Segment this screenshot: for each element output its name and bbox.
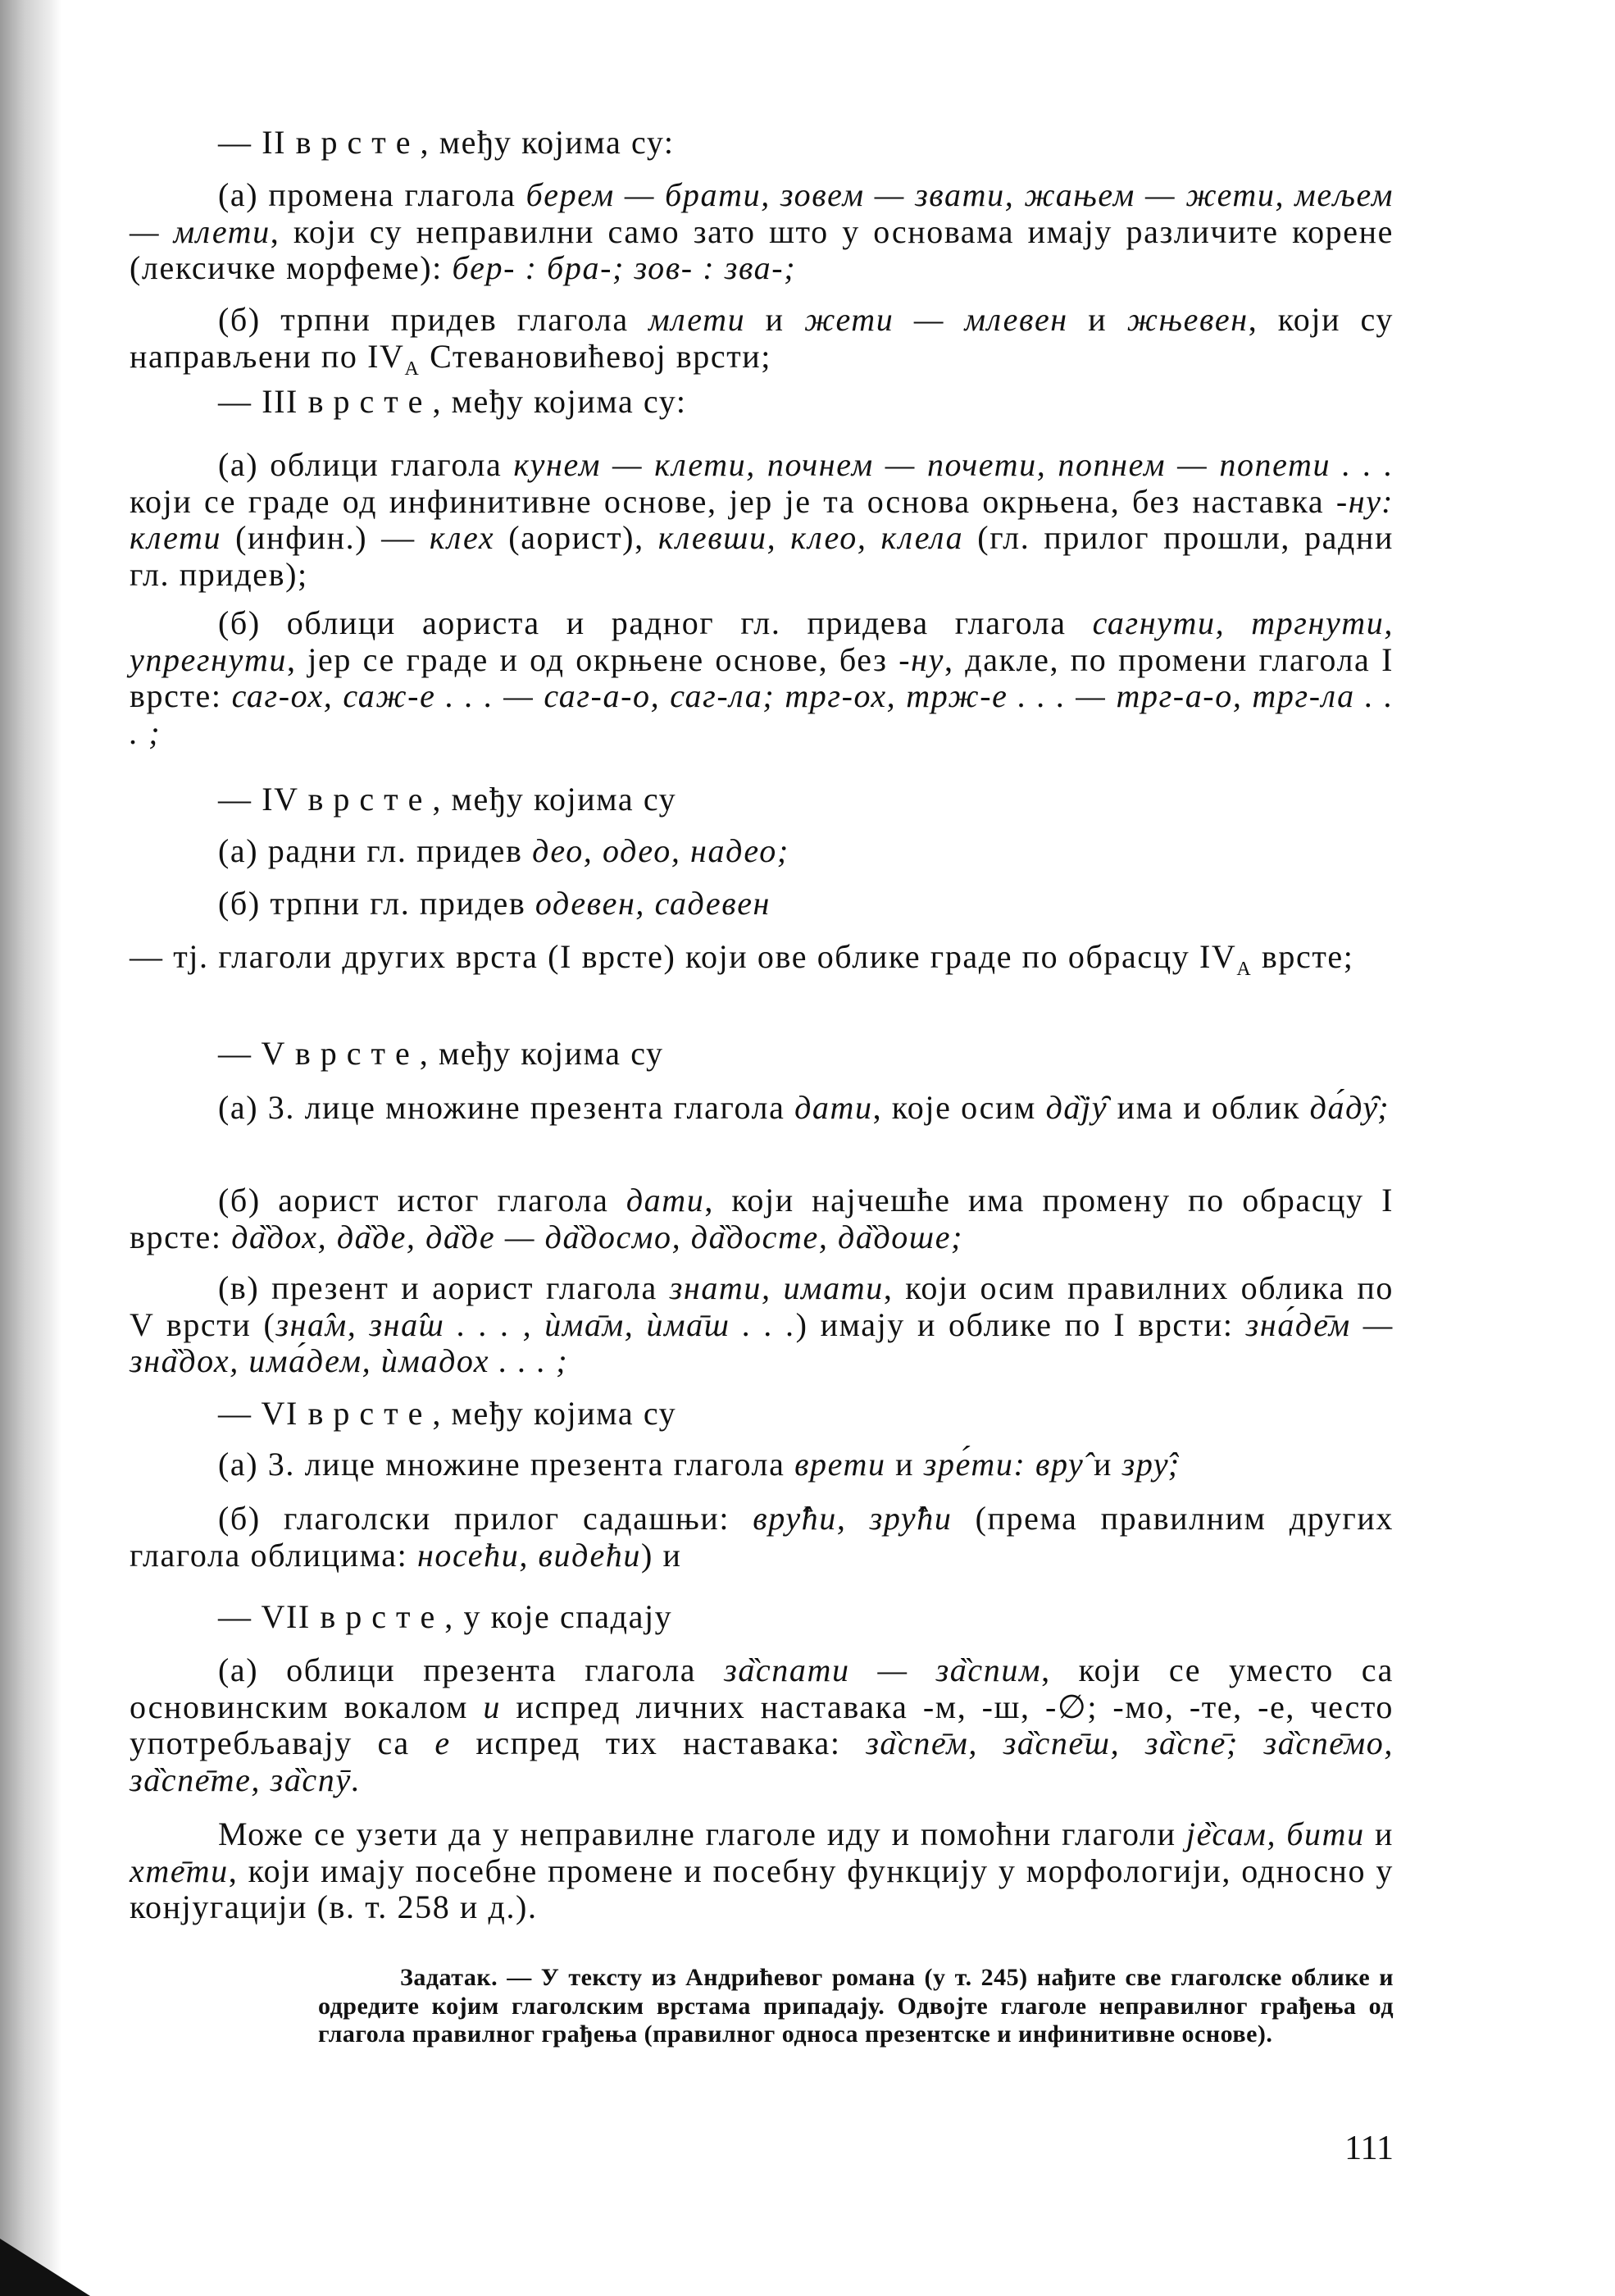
text-run: , који најчешће има промену по обрасцу I врсте: bbox=[130, 1182, 1394, 1255]
section-heading-vii bbox=[130, 1599, 1394, 1636]
text-run: врсте; bbox=[1252, 938, 1354, 975]
paragraph-iii-a bbox=[130, 447, 1394, 593]
text-run: ) и bbox=[641, 1536, 682, 1574]
italic-example: жњевен bbox=[1126, 301, 1249, 338]
italic-example: млети bbox=[648, 301, 746, 338]
italic-example: е bbox=[434, 1724, 451, 1761]
text-run: (б) трпни гл. придев bbox=[218, 885, 535, 922]
text-run: ) имају и облике по I врсти: bbox=[795, 1305, 1246, 1343]
italic-example: вру̂ћи, зру̂ћи bbox=[753, 1500, 953, 1537]
text-run: Може се узети да у неправилне глаголе иду и помоћни глаголи bbox=[218, 1815, 1186, 1852]
text-run: (б) облици аориста и радног гл. придева глагола bbox=[218, 604, 1093, 641]
italic-example: да̏ју̑ bbox=[1045, 1089, 1108, 1126]
text-run: (б) глаголски прилог садашњи: bbox=[218, 1500, 753, 1537]
exercise-task bbox=[318, 1964, 1394, 2049]
text-run: — II bbox=[218, 124, 296, 161]
text-run: (гл. прилог прошли, радни гл. придев); bbox=[130, 519, 1394, 593]
italic-example: сагнути, тргнути, упрегнути bbox=[130, 604, 1394, 678]
text-run: испред тих наставака: bbox=[450, 1724, 867, 1761]
italic-example: берем — брати, зовем — звати, жањем — жети, мељем — млети bbox=[130, 176, 1394, 250]
text-run: и bbox=[1364, 1815, 1394, 1852]
text-run: (б) аорист истог глагола bbox=[218, 1182, 626, 1219]
text-run: , дакле, по промени глагола I врсте: bbox=[130, 640, 1394, 714]
text-run: (а) промена глагола bbox=[218, 176, 526, 213]
text-run: , који осим правилних облика по V врсти ( bbox=[130, 1269, 1394, 1343]
text-run: , међу којима су bbox=[432, 1395, 677, 1432]
spaced-word: врсте bbox=[307, 383, 433, 420]
italic-example: знати, имати bbox=[669, 1269, 884, 1306]
italic-example: зру̂; bbox=[1121, 1446, 1181, 1483]
italic-example: део, одео, надео; bbox=[532, 832, 789, 869]
section-heading-iii bbox=[130, 384, 1394, 421]
italic-example: зна́де̄м — зна̏дох, има́дем, ѝмадох . . . ; bbox=[130, 1305, 1394, 1379]
paragraph-vii-a bbox=[130, 1652, 1394, 1798]
text-run: — У тексту из Андрићевог романа (у т. 245) нађите све глаголске облике и одредите којим глаголским врстама припадају. Одвојте глаголе неправилног грађења од глагола правилног грађења (правилног односа презентске и инфинитивне основе). bbox=[318, 1964, 1394, 2048]
section-heading-v bbox=[130, 1036, 1394, 1073]
italic-example: -ну bbox=[898, 640, 944, 678]
paragraph-vi-b bbox=[130, 1501, 1394, 1574]
italic-example: да̏дох, да̏де, да̏де — да̏досмо, да̏досте, да̏доше; bbox=[231, 1218, 963, 1255]
paragraph-v-c bbox=[130, 1270, 1394, 1380]
italic-example: саг-ох, саж-е . . . — саг-а-о, саг-ла; трг-ох, трж-е . . . — трг-а-о, трг-ла . . . ; bbox=[130, 677, 1394, 751]
spaced-word: врсте bbox=[307, 1395, 433, 1432]
text-run: — VI bbox=[218, 1395, 308, 1432]
text-run: — III bbox=[218, 383, 308, 420]
text-run: — IV bbox=[218, 781, 308, 818]
text-run: (инфин.) — bbox=[221, 519, 430, 556]
text-run: (в) презент и аорист глагола bbox=[218, 1269, 670, 1306]
paragraph-iii-b bbox=[130, 605, 1394, 751]
italic-example: носећи, видећи bbox=[416, 1536, 642, 1574]
paragraph-vi-a bbox=[130, 1446, 1394, 1483]
text-run: — V bbox=[218, 1035, 295, 1072]
text-run: који се граде од инфинитивне основе, јер је та основа окрњена, без наставка bbox=[130, 482, 1336, 520]
italic-example: је̏сам, бити bbox=[1185, 1815, 1365, 1852]
spaced-word: врсте bbox=[294, 1035, 420, 1072]
subscript: A bbox=[404, 358, 421, 380]
text-run: , међу којима су bbox=[432, 781, 677, 818]
text-run: , међу којима су: bbox=[432, 383, 687, 420]
italic-example: за̏спати — за̏спим bbox=[724, 1651, 1042, 1688]
italic-example: врети bbox=[794, 1446, 886, 1483]
paragraph-iv-a bbox=[130, 833, 1394, 870]
paragraph-auxiliary-verbs bbox=[130, 1816, 1394, 1926]
paragraph-iv-note bbox=[130, 938, 1394, 980]
text-run: , који су неправилни само зато што у основама имају различите корене (лексичке морфеме): bbox=[130, 212, 1394, 286]
italic-example: хте̄ти bbox=[130, 1852, 229, 1889]
text-run: , међу којима су bbox=[419, 1035, 664, 1072]
text-run: (б) трпни придев глагола bbox=[218, 301, 649, 338]
text-run: и bbox=[1084, 1446, 1122, 1483]
italic-example: жети — млевен bbox=[804, 301, 1068, 338]
italic-example: зре́ти: вру̂ bbox=[923, 1446, 1085, 1483]
section-heading-vi bbox=[130, 1396, 1394, 1433]
text-run: Стевановићевој врсти; bbox=[420, 337, 772, 375]
text-run: — VII bbox=[218, 1598, 321, 1635]
italic-example: одевен, садевен bbox=[535, 885, 771, 922]
text-run: , које осим bbox=[872, 1089, 1046, 1126]
text-run: — тј. глаголи других врста (I врсте) који ове облике граде по обрасцу IV bbox=[130, 938, 1237, 975]
bold-label: Задатак. bbox=[400, 1964, 498, 1991]
text-run: (а) радни гл. придев bbox=[218, 832, 533, 869]
text-run: , јер се граде и од окрњене основе, без bbox=[287, 640, 899, 678]
text-run: (аорист), bbox=[494, 519, 658, 556]
text-run: , који имају посебне промене и посебну функцију у морфологији, односно у конјугацији (в. т. 258 и д.). bbox=[130, 1852, 1394, 1925]
paragraph-v-a bbox=[130, 1090, 1394, 1127]
italic-example: бер- : бра-; зов- : зва-; bbox=[452, 249, 797, 286]
section-heading-iv bbox=[130, 781, 1394, 818]
text-run: (а) 3. лице множине презента глагола bbox=[218, 1446, 795, 1483]
page-number: 111 bbox=[1344, 2130, 1394, 2167]
section-heading-ii bbox=[130, 125, 1394, 162]
italic-example: кунем — клети, почнем — почети, попнем — попети . . . bbox=[513, 446, 1394, 483]
scan-page-edge bbox=[0, 0, 61, 2296]
paragraph-ii-a bbox=[130, 177, 1394, 287]
italic-example: дати bbox=[794, 1089, 873, 1126]
italic-example: клевши, клео, клела bbox=[657, 519, 964, 556]
scan-corner-shadow bbox=[0, 2239, 90, 2296]
text-run: (а) облици глагола bbox=[218, 446, 514, 483]
spaced-word: врсте bbox=[295, 124, 421, 161]
text-run: има и облик bbox=[1108, 1089, 1310, 1126]
spaced-word: врсте bbox=[320, 1598, 445, 1635]
spaced-word: врсте bbox=[307, 781, 433, 818]
italic-example: за̏спе̄м, за̏спе̄ш, за̏спе̄; за̏спе̄мо, за̏спе̄те, за̏спӯ. bbox=[130, 1724, 1394, 1798]
subscript: A bbox=[1236, 959, 1253, 980]
paragraph-ii-b bbox=[130, 301, 1394, 380]
text-run: и bbox=[1067, 301, 1127, 338]
paragraph-v-b bbox=[130, 1182, 1394, 1255]
text-run: и bbox=[885, 1446, 924, 1483]
italic-example: да́ду̑; bbox=[1309, 1089, 1390, 1126]
text-run: (према правилним других глагола облицима: bbox=[130, 1500, 1394, 1574]
italic-example: и bbox=[483, 1688, 501, 1725]
italic-example: дати bbox=[626, 1182, 705, 1219]
text-run: испред личних наставака -м, -ш, -∅; -мо, -те, -е, често употребљавају са bbox=[130, 1688, 1394, 1761]
text-run: , који се уместо са основинским вокалом bbox=[130, 1651, 1394, 1725]
italic-example: -ну: клети bbox=[130, 482, 1394, 556]
text-run: (а) облици презента глагола bbox=[218, 1651, 725, 1688]
text-run: , међу којима су: bbox=[420, 124, 675, 161]
text-run: , у које спадају bbox=[444, 1598, 673, 1635]
text-run: , који су направљени по IV bbox=[130, 301, 1394, 375]
paragraph-iv-b bbox=[130, 886, 1394, 922]
italic-example: клех bbox=[429, 519, 495, 556]
italic-example: зна̂м, зна̂ш . . . , ѝма̄м, ѝма̄ш . . . bbox=[275, 1305, 796, 1343]
text-run: и bbox=[745, 301, 805, 338]
text-run: (а) 3. лице множине презента глагола bbox=[218, 1089, 795, 1126]
